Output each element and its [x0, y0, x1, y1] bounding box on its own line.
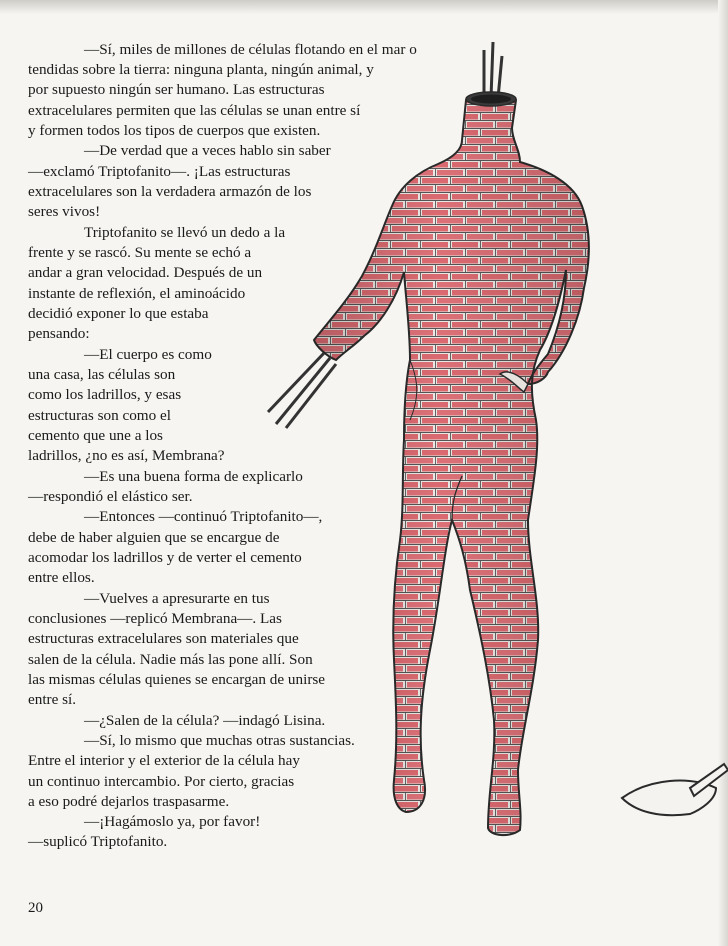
text-line: —Sí, lo mismo que muchas otras sustancias.: [84, 732, 355, 749]
text-line: Entre el interior y el exterior de la célula hay: [28, 752, 300, 769]
text-line: —respondió el elástico ser.: [28, 488, 193, 505]
text-line: instante de reflexión, el aminoácido: [28, 285, 246, 302]
text-line: —Sí, miles de millones de células flotando en el mar o: [84, 41, 417, 58]
text-line: pensando:: [28, 325, 90, 342]
text-line: ladrillos, ¿no es así, Membrana?: [28, 447, 225, 464]
text-line: una casa, las células son: [28, 366, 176, 383]
text-line: —¿Salen de la célula? —indagó Lisina.: [84, 712, 326, 729]
text-line: cemento que une a los: [28, 427, 163, 444]
text-line: —Es una buena forma de explicarlo: [84, 468, 303, 485]
text-line: andar a gran velocidad. Después de un: [28, 264, 263, 281]
text-line: —Vuelves a apresurarte en tus: [84, 590, 270, 607]
text-line: —De verdad que a veces hablo sin saber: [84, 142, 331, 159]
text-line: extracelulares son la verdadera armazón de los: [28, 183, 312, 200]
text-line: un continuo intercambio. Por cierto, gracias: [28, 773, 295, 790]
trowel-icon: [622, 764, 728, 815]
text-line: estructuras son como el: [28, 407, 171, 424]
text-line: acomodar los ladrillos y de verter el cemento: [28, 549, 302, 566]
text-line: —exclamó Triptofanito—. ¡Las estructuras: [28, 163, 291, 180]
text-line: conclusiones —replicó Membrana—. Las: [28, 610, 282, 627]
text-line: estructuras extracelulares son materiales que: [28, 630, 299, 647]
text-line: frente y se rascó. Su mente se echó a: [28, 244, 252, 261]
text-line: tendidas sobre la tierra: ninguna planta, ningún animal, y: [28, 61, 374, 78]
text-line: como los ladrillos, y esas: [28, 386, 182, 403]
page-number: 20: [28, 900, 43, 916]
text-line: salen de la célula. Nadie más las pone allí. Son: [28, 651, 313, 668]
text-line: —El cuerpo es como: [84, 346, 212, 363]
text-line: Triptofanito se llevó un dedo a la: [84, 224, 286, 241]
text-line: por supuesto ningún ser humano. Las estructuras: [28, 81, 325, 98]
text-line: las mismas células quienes se encargan de unirse: [28, 671, 326, 688]
text-line: —Entonces —continuó Triptofanito—,: [84, 508, 323, 525]
text-line: a eso podré dejarlos traspasarme.: [28, 793, 230, 810]
text-line: —¡Hagámoslo ya, por favor!: [84, 813, 261, 830]
text-line: y formen todos los tipos de cuerpos que existen.: [28, 122, 321, 139]
rods-in-neck-icon: [484, 42, 502, 98]
text-line: entre sí.: [28, 691, 77, 708]
text-line: entre ellos.: [28, 569, 95, 586]
text-line: seres vivos!: [28, 203, 101, 220]
text-line: decidió exponer lo que estaba: [28, 305, 209, 322]
text-line: debe de haber alguien que se encargue de: [28, 529, 280, 546]
text-line: —suplicó Triptofanito.: [28, 833, 168, 850]
text-line: extracelulares permiten que las células se unan entre sí: [28, 102, 361, 119]
